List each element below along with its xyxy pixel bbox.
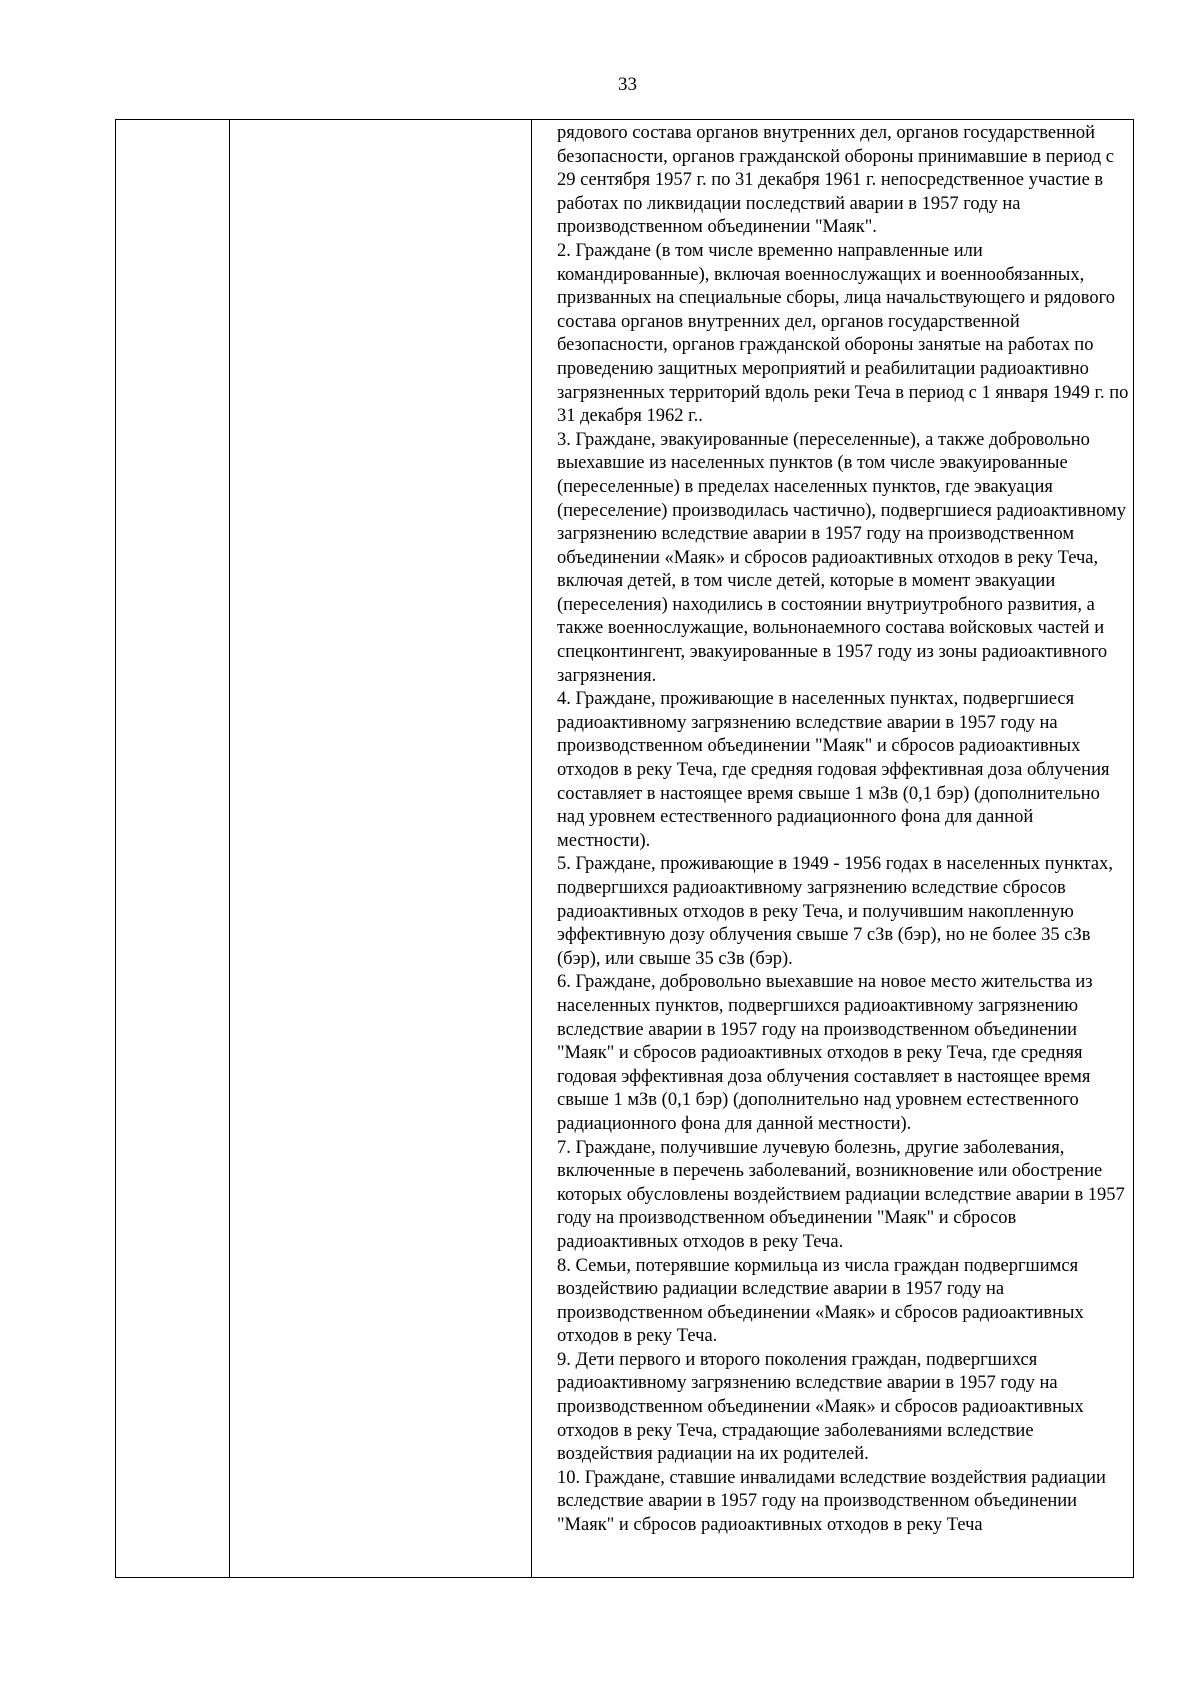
paragraph-item-2: 2. Граждане (в том числе временно направленные или командированные), включая военнослужащих и военнообязанных, призванных на специальные сборы, лица начальствующего и рядового состава органов внутренних дел, органов государственной безопасности, органов гражданской обороны занятые на работах по проведению защитных мероприятий и реабилитации радиоактивно загрязненных территорий вдоль реки Теча в период с 1 января 1949 г. по 31 декабря 1962 г..: [557, 240, 1129, 427]
page-number: 33: [618, 74, 637, 95]
document-table: [115, 119, 1134, 1578]
paragraph-item-4: 4. Граждане, проживающие в населенных пунктах, подвергшиеся радиоактивному загрязнению вследствие аварии в 1957 году на производственном объединении "Маяк" и сбросов радиоактивных отходов в реку Теча, где средняя годовая эффективная доза облучения составляет в настоящее время свыше 1 мЗв (0,1 бэр) (дополнительно над уровнем естественного радиационного фона для данной местности).: [557, 689, 1110, 851]
paragraph-continuation: рядового состава органов внутренних дел, органов государственной безопасности, органов гражданской обороны принимавшие в период с 29 сентября 1957 г. по 31 декабря 1961 г. непосредственное участие в работах по ликвидации последствий аварии в 1957 году на производственном объединении "Маяк".: [557, 123, 1114, 238]
paragraph-item-10: 10. Граждане, ставшие инвалидами вследствие воздействия радиации вследствие аварии в 1957 году на производственном объединении "Маяк" и сбросов радиоактивных отходов в реку Теча: [557, 1467, 1106, 1536]
paragraph-item-7: 7. Граждане, получившие лучевую болезнь, другие заболевания, включенные в перечень заболеваний, возникновение или обострение которых обусловлены воздействием радиации вследствие аварии в 1957 году на производственном объединении "Маяк" и сбросов радиоактивных отходов в реку Теча.: [557, 1137, 1125, 1252]
table-column-3: [532, 120, 1133, 1577]
paragraph-item-8: 8. Семьи, потерявшие кормильца из числа граждан подвергшимся воздействию радиации вследствие аварии в 1957 году на производственном объединении «Маяк» и сбросов радиоактивных отходов в реку Теча.: [557, 1255, 1084, 1347]
paragraph-item-6: 6. Граждане, добровольно выехавшие на новое место жительства из населенных пунктов, подвергшихся радиоактивному загрязнению вследствие аварии в 1957 году на производственном объединении "Маяк" и сбросов радиоактивных отходов в реку Теча, где средняя годовая эффективная доза облучения составляет в настоящее время свыше 1 мЗв (0,1 бэр) (дополнительно над уровнем естественного радиационного фона для данной местности).: [557, 972, 1093, 1134]
paragraph-item-9: 9. Дети первого и второго поколения граждан, подвергшихся радиоактивному загрязнению вследствие аварии в 1957 году на производственном объединении «Маяк» и сбросов радиоактивных отходов в реку Теча, страдающие заболеваниями вследствие воздействия радиации на их родителей.: [557, 1349, 1084, 1465]
table-column-1: [116, 120, 230, 1577]
paragraph-item-5: 5. Граждане, проживающие в 1949 - 1956 годах в населенных пунктах, подвергшихся радиоактивному загрязнению вследствие сбросов радиоактивных отходов в реку Теча, и получившим накопленную эффективную дозу облучения свыше 7 сЗв (бэр), но не более 35 сЗв (бэр), или свыше 35 сЗв (бэр).: [557, 854, 1113, 969]
table-column-2: [230, 120, 532, 1577]
paragraph-item-3: 3. Граждане, эвакуированные (переселенные), а также добровольно выехавшие из населенных пунктов (в том числе эвакуированные (переселенные) в пределах населенных пунктов, где эвакуация (переселение) производилась частично), подвергшиеся радиоактивному загрязнению вследствие аварии в 1957 году на производственном объединении «Маяк» и сбросов радиоактивных отходов в реку Теча, включая детей, в том числе детей, которые в момент эвакуации (переселения) находились в состоянии внутриутробного развития, а также военнослужащие, вольнонаемного состава войсковых частей и спецконтингент, эвакуированные в 1957 году из зоны радиоактивного загрязнения.: [557, 429, 1126, 686]
